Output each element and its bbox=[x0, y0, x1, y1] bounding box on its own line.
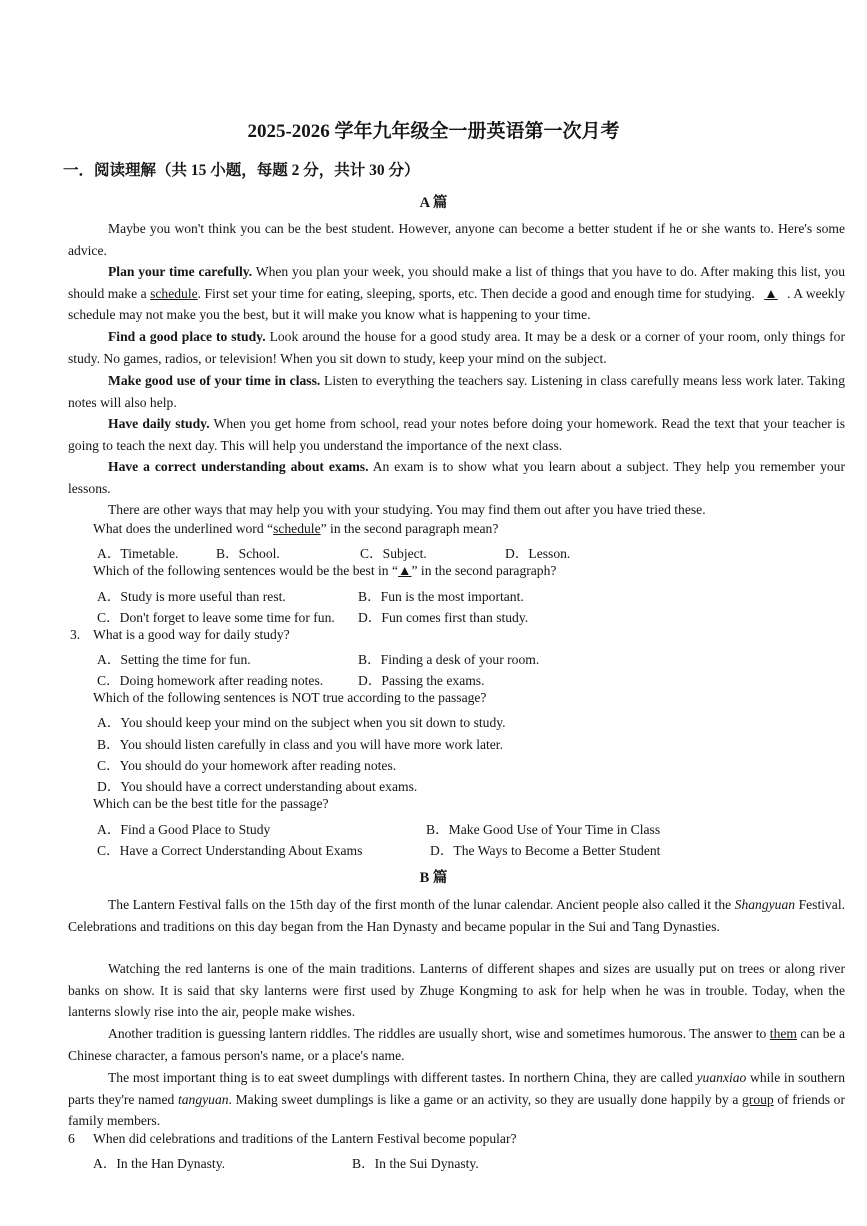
q6-option-a: A．In the Han Dynasty. bbox=[93, 1156, 226, 1171]
question-1: What does the underlined word “schedule” in the second paragraph mean? bbox=[93, 521, 499, 536]
q4-option-b: B．You should listen carefully in class and you will have more work later. bbox=[97, 737, 503, 752]
text: An exam is to show what you learn about a subject. They help you remember your lessons. bbox=[68, 459, 845, 496]
text: There are other ways that may help you with your studying. You may find them out after you have tried these. bbox=[108, 502, 706, 517]
text: Look around the house for a good study area. It may be a desk or a corner of your room, only things for study. No games, radios, or television! When you sit down to study, keep your mind on the subject. bbox=[68, 329, 845, 366]
q3-option-b: B．Finding a desk of your room. bbox=[358, 652, 540, 667]
passage-a-paragraph-6 bbox=[68, 456, 845, 499]
passage-a-paragraph-3 bbox=[68, 326, 845, 369]
passage-a-paragraph-5 bbox=[68, 413, 845, 456]
question-4: Which of the following sentences is NOT true according to the passage? bbox=[93, 690, 487, 705]
question-5: Which can be the best title for the passage? bbox=[93, 796, 329, 811]
passage-b-paragraph-4: The most important thing is to eat sweet dumplings with different tastes. In northern China, they are called yuanxiao while in southern parts they're named tangyuan. Making sweet dumplings is like a game or an activity, so they are usually done happily by a group of friends or family members. bbox=[68, 1070, 845, 1128]
q3-number: 3. bbox=[70, 627, 81, 642]
lead-sentence: Find a good place to study. bbox=[108, 329, 266, 344]
lead-sentence: Have daily study. bbox=[108, 416, 210, 431]
q2-option-c: C．Don't forget to leave some time for fun. bbox=[97, 610, 335, 625]
text: . First set your time for eating, sleeping, sports, etc. Then decide a good and enough time for studying. bbox=[197, 285, 759, 301]
q5-option-a: A．Find a Good Place to Study bbox=[97, 822, 271, 837]
q5-option-c: C．Have a Correct Understanding About Exams bbox=[97, 843, 363, 858]
passage-a-paragraph-2 bbox=[68, 261, 845, 326]
q1-option-c: C．Subject. bbox=[360, 546, 427, 561]
passage-a-paragraph-1 bbox=[68, 218, 845, 261]
q5-option-d: D．The Ways to Become a Better Student bbox=[430, 843, 661, 858]
q2-option-a: A．Study is more useful than rest. bbox=[97, 589, 286, 604]
passage-b-paragraph-2: Watching the red lanterns is one of the main traditions. Lanterns of different shapes and sizes are usually put on trees or along river banks on show. It is said that sky lanterns were first used by Zhuge Kongming to ask for help when he was in trouble. Today, when the lanterns slowly rise into the air, people make wishes. bbox=[68, 961, 845, 1019]
text: When you get home from school, read your notes before doing your homework. Read the text that your teacher is going to teach the next day. This will help you understand the importance of the next class. bbox=[68, 416, 845, 453]
q6-number: 6 bbox=[68, 1131, 75, 1146]
part-b-label: B 篇 bbox=[419, 870, 448, 886]
part-a-label: A 篇 bbox=[419, 195, 448, 211]
q2-option-d: D．Fun comes first than study. bbox=[358, 610, 529, 625]
passage-a-paragraph-4 bbox=[68, 370, 845, 413]
q4-option-d: D．You should have a correct understanding about exams. bbox=[97, 779, 418, 794]
q1-option-b: B．School. bbox=[216, 546, 280, 561]
underlined-word: group bbox=[742, 1091, 774, 1107]
lead-sentence: Plan your time carefully. bbox=[108, 264, 253, 279]
question-3: What is a good way for daily study? bbox=[93, 627, 290, 642]
q4-option-c: C．You should do your homework after reading notes. bbox=[97, 758, 397, 773]
blank-marker: ▲ bbox=[764, 285, 778, 301]
q3-option-a: A．Setting the time for fun. bbox=[97, 652, 251, 667]
exam-title: 2025-2026 学年九年级全一册英语第一次月考 bbox=[247, 121, 620, 142]
q3-option-c: C．Doing homework after reading notes. bbox=[97, 673, 324, 688]
lead-sentence: Have a correct understanding about exams. bbox=[108, 459, 369, 474]
text: . A weekly schedule may not make you the best, but it will make you know what is happening to your time. bbox=[68, 285, 846, 322]
passage-b-paragraph-3: Another tradition is guessing lantern riddles. The riddles are usually short, wise and sometimes humorous. The answer to them can be a Chinese character, a famous person's name, or a place's name. bbox=[68, 1026, 845, 1063]
text: Listen to everything the teachers say. Listening in class carefully means less work later. Taking notes will also help. bbox=[68, 373, 845, 410]
passage-a-paragraph-7 bbox=[68, 499, 845, 521]
underlined-word: schedule bbox=[150, 285, 198, 301]
q1-option-a: A．Timetable. bbox=[97, 546, 179, 561]
underlined-word: them bbox=[769, 1026, 797, 1041]
lead-sentence: Make good use of your time in class. bbox=[108, 373, 321, 388]
passage-b-paragraph-1: The Lantern Festival falls on the 15th day of the first month of the lunar calendar. Ancient people also called it the Shangyuan Festival. Celebrations and traditions on this day began from the Han Dynasty and became popular in the Sui and Tang Dynasties. bbox=[68, 897, 846, 934]
text: Maybe you won't think you can be the best student. However, anyone can become a better student if he or she wants to. Here's some advice. bbox=[68, 221, 845, 258]
q1-option-d: D．Lesson. bbox=[505, 546, 571, 561]
section-heading: 一．阅读理解（共 15 小题，每题 2 分，共计 30 分） bbox=[63, 162, 420, 179]
q5-option-b: B．Make Good Use of Your Time in Class bbox=[426, 822, 661, 837]
text: When you plan your week, you should make a list of things that you have to do. After making this list, you should make a bbox=[68, 264, 845, 301]
q4-option-a: A．You should keep your mind on the subject when you sit down to study. bbox=[97, 715, 506, 730]
q3-option-d: D．Passing the exams. bbox=[358, 673, 485, 688]
question-6: When did celebrations and traditions of the Lantern Festival become popular? bbox=[93, 1131, 517, 1146]
q2-option-b: B．Fun is the most important. bbox=[358, 589, 524, 604]
question-2: Which of the following sentences would be the best in “▲” in the second paragraph? bbox=[93, 563, 557, 578]
q6-option-b: B．In the Sui Dynasty. bbox=[352, 1156, 479, 1171]
